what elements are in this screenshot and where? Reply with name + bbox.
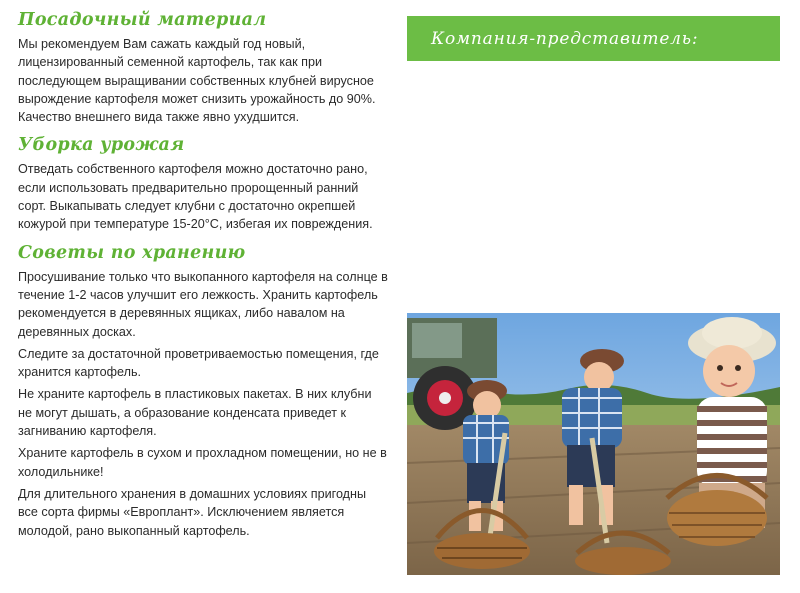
company-representative-label: Компания-представитель:	[431, 28, 699, 49]
section-paragraph: Следите за достаточной проветриваемостью помещения, где хранится картофель.	[18, 346, 379, 380]
photo-illustration	[407, 313, 780, 575]
section-paragraph: Не храните картофель в пластиковых пакетах. В них клубни не могут дышать, а образование конденсата приведет к загниванию картофеля.	[18, 387, 372, 439]
section-paragraph: Отведать собственного картофеля можно достаточно рано, если использовать предварительно пророщенный ранний сорт. Выкапывать следует клубни с достаточно окрепшей кожурой при температуре 15-20°С, избегая их повреждения.	[18, 162, 373, 232]
section-heading: Советы по хранению	[18, 242, 246, 263]
text-column	[18, 10, 388, 546]
section-storage	[18, 243, 388, 540]
section-paragraph: Мы рекомендуем Вам сажать каждый год новый, лицензированный семенной картофель, так как при последующем выращивании собственных клубней вирусное вырождение картофеля может снизить урожайность до 90%. Качество внешнего вида также явно ухудшится.	[18, 37, 376, 125]
section-planting	[18, 10, 388, 126]
section-heading: Уборка урожая	[18, 135, 185, 156]
section-heading: Посадочный материал	[18, 10, 267, 30]
children-harvest-photo	[407, 313, 780, 575]
company-representative-banner	[407, 16, 780, 61]
section-paragraph: Просушивание только что выкопанного картофеля на солнце в течение 1-2 часов улучшит его лежкость. Хранить картофель рекомендуется в деревянных ящиках, либо навалом на деревянных досках.	[18, 269, 388, 339]
section-paragraph: Храните картофель в сухом и прохладном помещении, но не в холодильнике!	[18, 446, 387, 479]
section-paragraph: Для длительного хранения в домашних условиях пригодны все сорта фирмы «Европлант». Исключением является молодой, рано выкопанный картофель.	[18, 486, 367, 538]
section-harvest	[18, 135, 388, 233]
